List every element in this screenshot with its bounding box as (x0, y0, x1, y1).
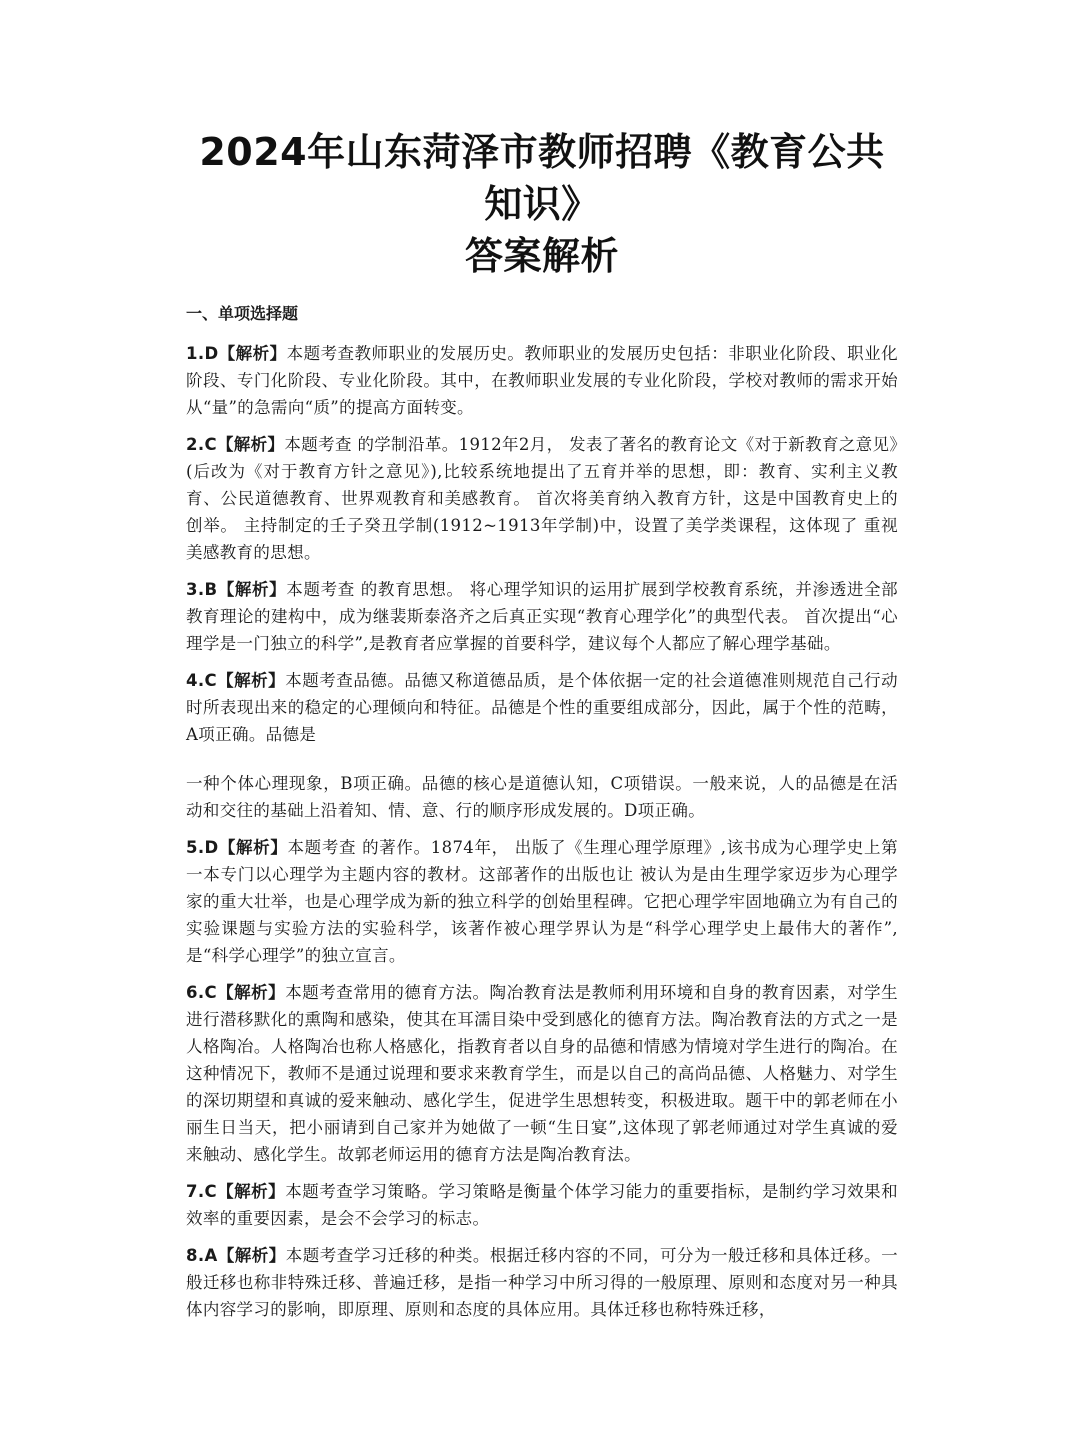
answer-number: 1.D (186, 344, 219, 363)
answer-item-5 (186, 834, 898, 969)
answer-text: 本题考查常用的德育方法。陶冶教育法是教师利用环境和自身的教育因素，对学生进行潜移默化的熏陶和感染，使其在耳濡目染中受到感化的德育方法。陶冶教育法的方式之一是人格陶冶。人格陶冶也称人格感化，指教育者以自身的品德和情感为情境对学生进行的陶冶。在这种情况下，教师不是通过说理和要求来教育学生，而是以自己的高尚品德、人格魅力、对学生的深切期望和真诚的爱来触动、感化学生，促进学生思想转变，积极进取。题干中的郭老师在小丽生日当天，把小丽请到自己家并为她做了一顿“生日宴”,这体现了郭老师通过对学生真诚的爱来触动、感化学生。故郭老师运用的德育方法是陶冶教育法。 (186, 983, 898, 1164)
answer-text: 本题考查学习策略。学习策略是衡量个体学习能力的重要指标，是制约学习效果和效率的重要因素，是会不会学习的标志。 (186, 1182, 898, 1228)
answer-number: 5.D (186, 838, 219, 857)
answer-number: 4.C (186, 671, 217, 690)
title-line-2: 答案解析 (464, 234, 619, 278)
answer-text: 本题考查品德。品德又称道德品质，是个体依据一定的社会道德准则规范自己行动时所表现出来的稳定的心理倾向和特征。品德是个性的重要组成部分，因此，属于个性的范畴，A项正确。品德是 (186, 671, 898, 744)
answer-item-2 (186, 431, 898, 566)
analysis-tag: 【解析】 (216, 671, 286, 690)
analysis-tag: 【解析】 (216, 983, 286, 1002)
answer-text: 本题考查 的教育思想。 将心理学知识的运用扩展到学校教育系统，并渗透进全部教育理论的建构中，成为继裴斯泰洛齐之后真正实现“教育心理学化”的典型代表。 首次提出“心理学是一门独立的科学”,是教育者应掌握的首要科学，建议每个人都应了解心理学基础。 (186, 580, 898, 653)
answer-item-8 (186, 1242, 898, 1323)
analysis-tag: 【解析】 (217, 580, 287, 599)
answer-text: 本题考查教师职业的发展历史。教师职业的发展历史包括：非职业化阶段、职业化阶段、专门化阶段、专业化阶段。其中，在教师职业发展的专业化阶段，学校对教师的需求开始从“量”的急需向“质”的提高方面转变。 (186, 344, 898, 417)
answer-text: 本题考查 的学制沿革。1912年2月， 发表了著名的教育论文《对于新教育之意见》(后改为《对于教育方针之意见》),比较系统地提出了五育并举的思想，即：教育、实利主义教育、公民道德教育、世界观教育和美感教育。 首次将美育纳入教育方针，这是中国教育史上的创举。 主持制定的壬子癸丑学制(1912~1913年学制)中，设置了美学类课程，这体现了 重视美感教育的思想。 (186, 435, 899, 562)
answer-item-1 (186, 340, 898, 421)
answer-text: 本题考查学习迁移的种类。根据迁移内容的不同，可分为一般迁移和具体迁移。一般迁移也称非特殊迁移、普遍迁移，是指一种学习中所习得的一般原理、原则和态度对另一种具体内容学习的影响，即原理、原则和态度的具体应用。具体迁移也称特殊迁移， (186, 1246, 898, 1319)
answer-number: 3.B (186, 580, 218, 599)
title-line-1: 2024年山东菏泽市教师招聘《教育公共知识》 (199, 130, 885, 226)
answer-number: 6.C (186, 983, 217, 1002)
analysis-tag: 【解析】 (217, 1246, 286, 1265)
answer-text: 本题考查 的著作。1874年， 出版了《生理心理学原理》,该书成为心理学史上第一本专门以心理学为主题内容的教材。这部著作的出版也让 被认为是由生理学家迈步为心理学家的重大壮举，也是心理学成为新的独立科学的创始里程碑。它把心理学牢固地确立为有自己的实验课题与实验方法的实验科学，该著作被心理学界认为是“科学心理学史上最伟大的著作”,是“科学心理学”的独立宣言。 (186, 838, 898, 965)
answer-number: 7.C (186, 1182, 217, 1201)
answer-number: 8.A (186, 1246, 218, 1265)
answer-item-6 (186, 979, 898, 1168)
analysis-tag: 【解析】 (216, 435, 285, 454)
answer-item-4-continued (186, 770, 898, 824)
document-title (186, 126, 898, 282)
answer-item-7 (186, 1178, 898, 1232)
analysis-tag: 【解析】 (216, 1182, 286, 1201)
analysis-tag: 【解析】 (218, 344, 287, 363)
answer-item-3 (186, 576, 898, 657)
document-page (186, 126, 898, 1333)
answer-number: 2.C (186, 435, 217, 454)
analysis-tag: 【解析】 (218, 838, 288, 857)
answer-item-4 (186, 667, 898, 748)
answer-text: 一种个体心理现象，B项正确。品德的核心是道德认知，C项错误。一般来说，人的品德是在活动和交往的基础上沿着知、情、意、行的顺序形成发展的。D项正确。 (186, 774, 898, 820)
section-heading: 一、单项选择题 (186, 304, 299, 323)
